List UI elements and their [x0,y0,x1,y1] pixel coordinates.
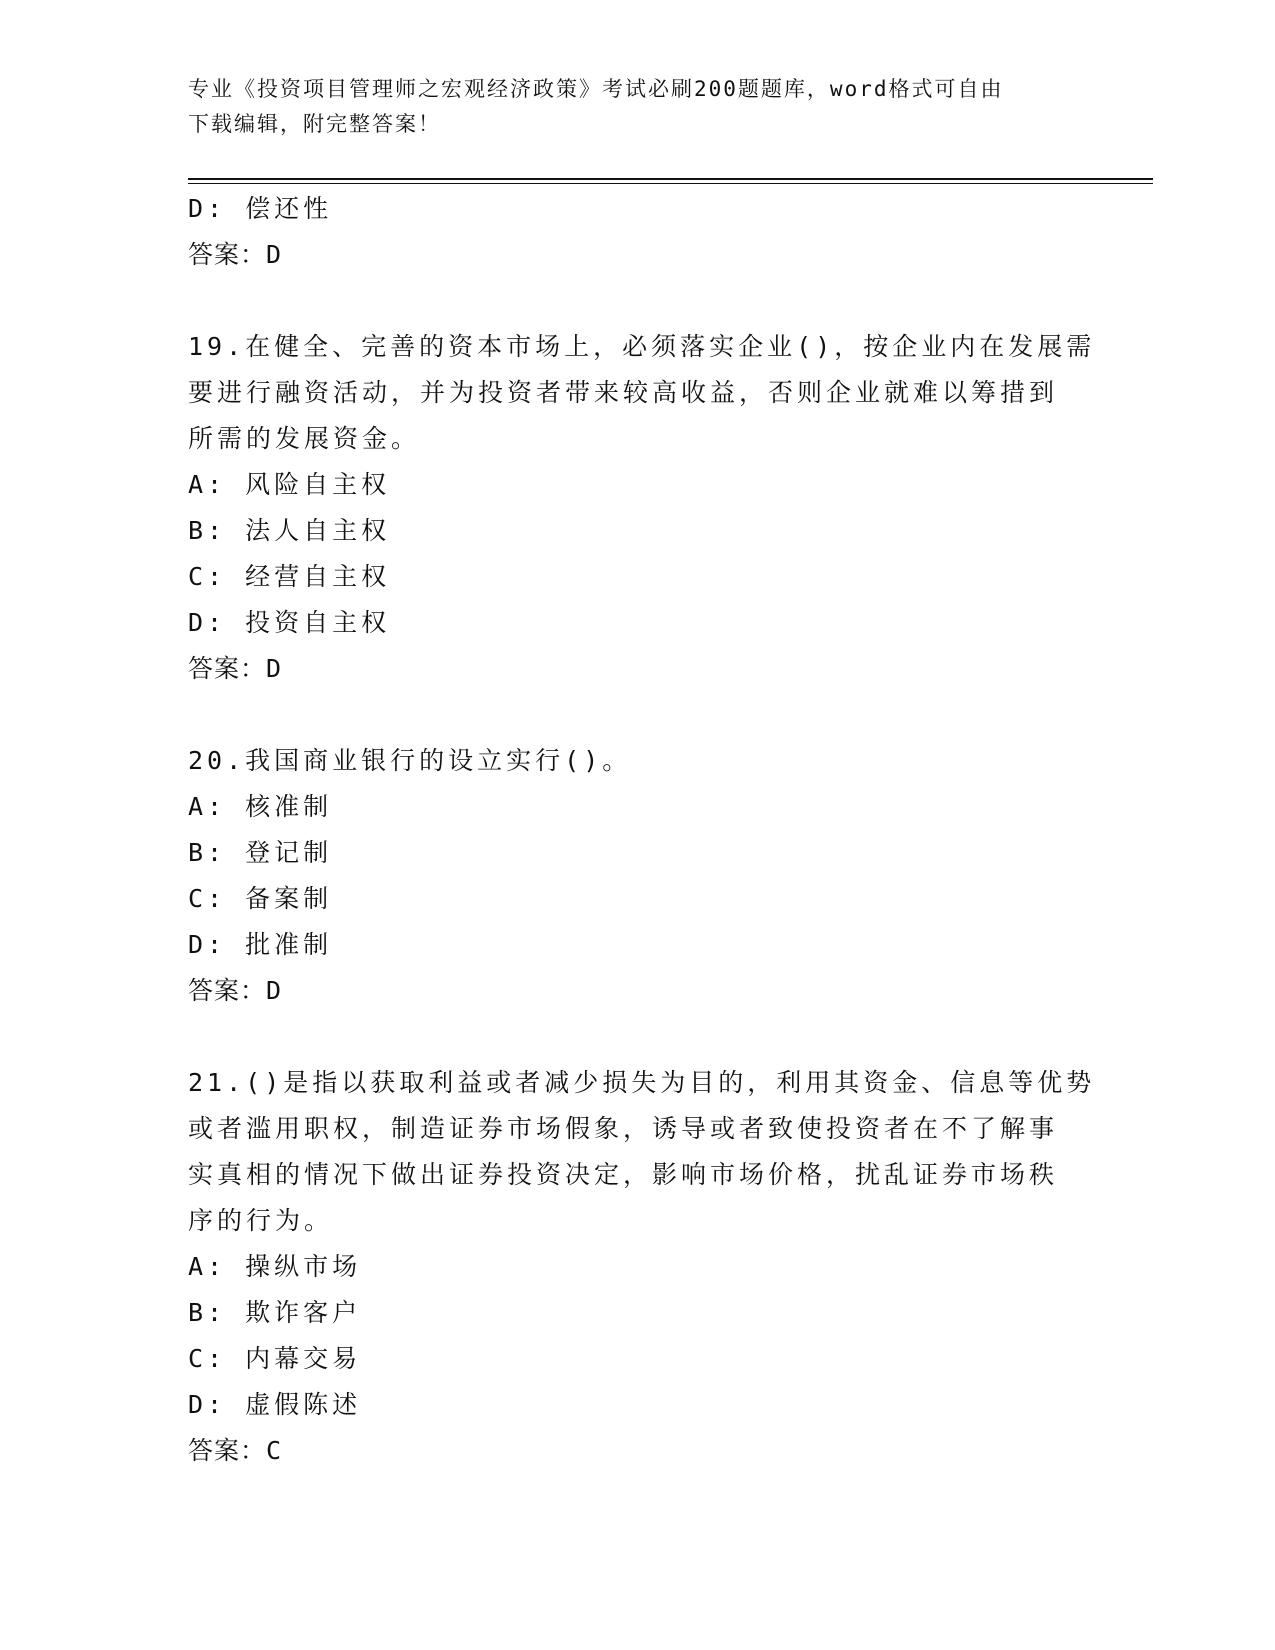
answer: 答案：C [188,1436,283,1465]
question-19 [188,324,1096,692]
option-b: B: 登记制 [188,838,333,867]
header-divider-thin [188,183,1153,184]
document-header [188,72,1088,142]
question-stem-line: 要进行融资活动，并为投资者带来较高收益，否则企业就难以筹措到 [188,378,1059,407]
option-b: B: 法人自主权 [188,516,391,545]
spacer [188,1014,1088,1060]
option-c: C: 内幕交易 [188,1344,362,1373]
answer: 答案：D [188,240,283,269]
header-line-2: 下载编辑，附完整答案！ [188,112,441,136]
spacer [188,278,1088,324]
header-line-1: 专业《投资项目管理师之宏观经济政策》考试必刷200题题库，word格式可自由 [188,77,1004,101]
previous-question-tail [188,186,1088,278]
question-21 [188,1060,1096,1474]
question-20 [188,738,1088,1014]
option-d: D: 批准制 [188,930,333,959]
option-a: A: 操纵市场 [188,1252,362,1281]
option-c: C: 备案制 [188,884,333,913]
option-d: D: 偿还性 [188,194,333,223]
document-body [188,186,1096,1474]
option-a: A: 核准制 [188,792,333,821]
question-stem-line: 实真相的情况下做出证券投资决定，影响市场价格，扰乱证券市场秩 [188,1160,1059,1189]
option-d: D: 投资自主权 [188,608,391,637]
answer: 答案：D [188,976,283,1005]
spacer [188,692,1088,738]
question-stem-line: 20.我国商业银行的设立实行()。 [188,746,632,775]
question-stem-line: 19.在健全、完善的资本市场上，必须落实企业()，按企业内在发展需 [188,332,1096,361]
option-c: C: 经营自主权 [188,562,391,591]
question-stem-line: 所需的发展资金。 [188,424,421,453]
question-stem-line: 21.()是指以获取利益或者减少损失为目的，利用其资金、信息等优势 [188,1068,1096,1097]
option-d: D: 虚假陈述 [188,1390,362,1419]
answer: 答案：D [188,654,283,683]
question-stem-line: 序的行为。 [188,1206,334,1235]
header-divider-thick [188,178,1153,180]
option-a: A: 风险自主权 [188,470,391,499]
option-b: B: 欺诈客户 [188,1298,362,1327]
question-stem-line: 或者滥用职权，制造证券市场假象，诱导或者致使投资者在不了解事 [188,1114,1059,1143]
